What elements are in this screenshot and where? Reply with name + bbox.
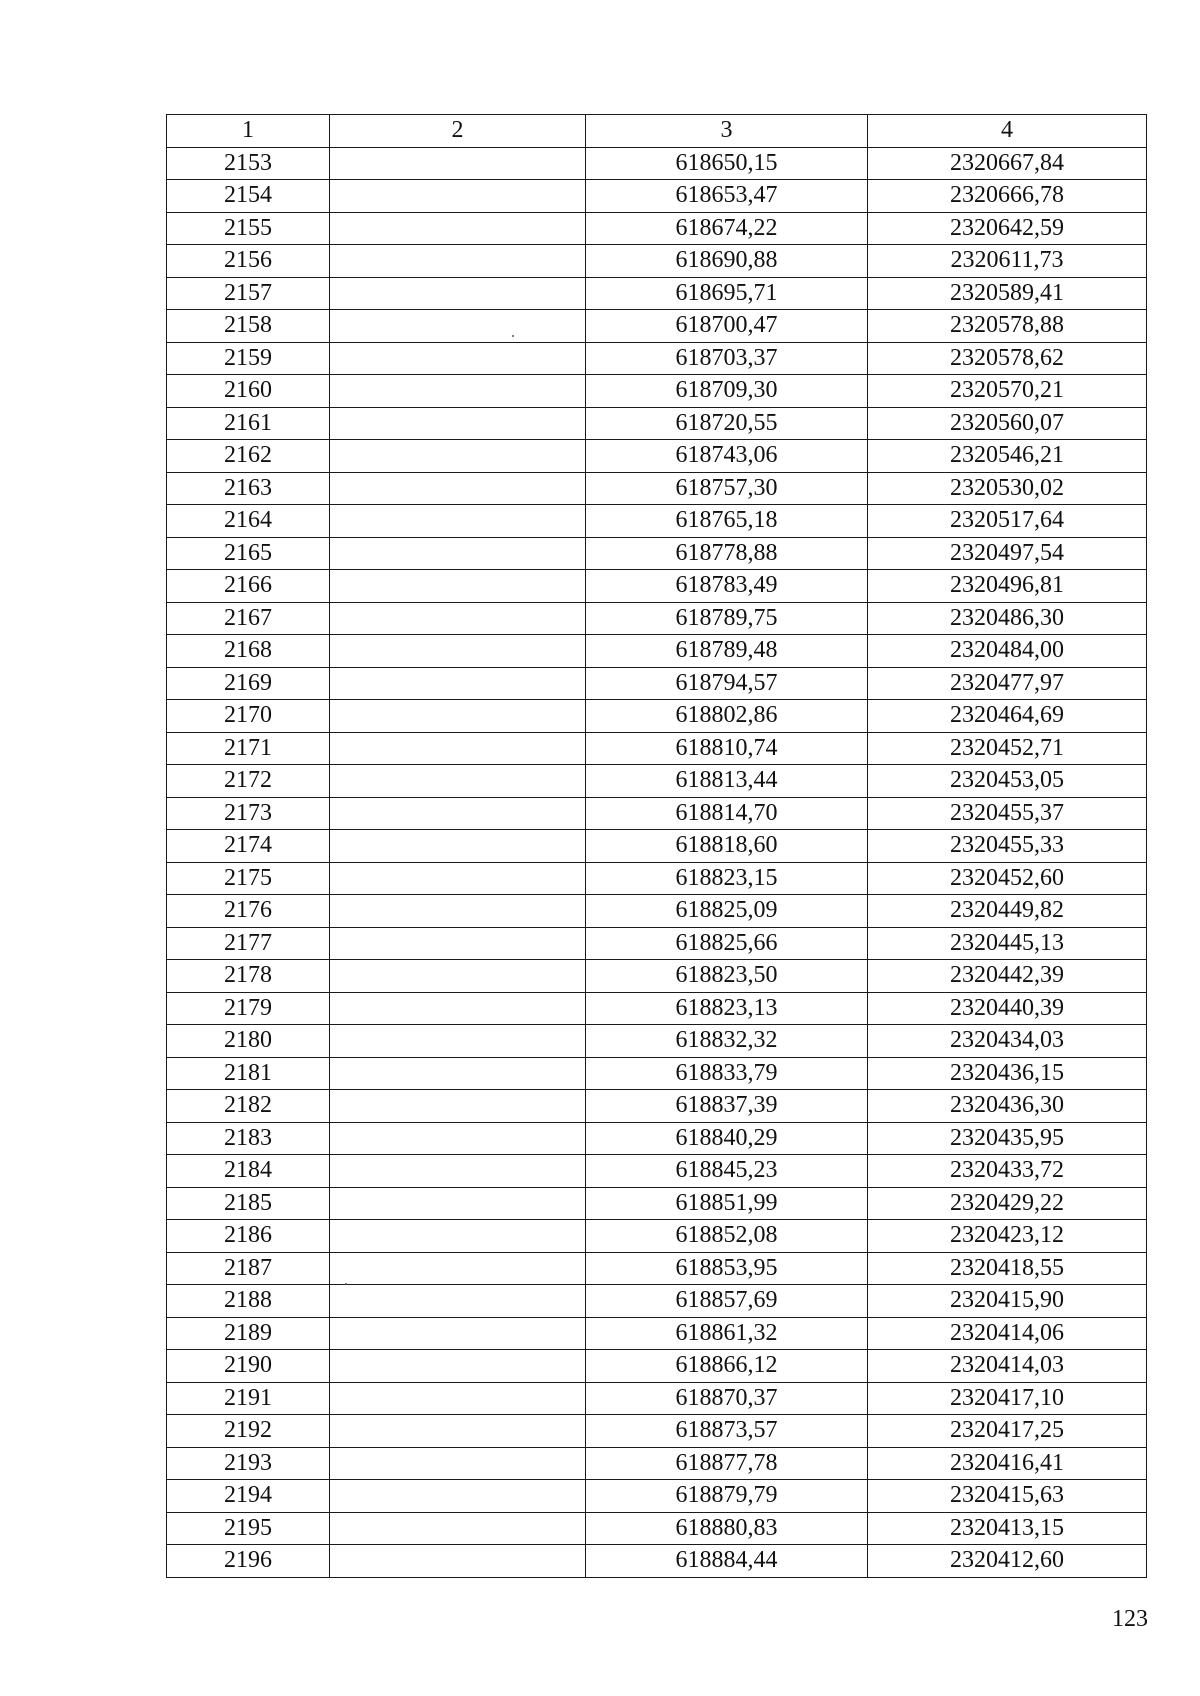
table-row: [167, 570, 1147, 603]
description-cell: [330, 570, 586, 603]
y-coordinate-cell: 2320452,60: [868, 862, 1147, 895]
point-number-cell: 2188: [167, 1285, 330, 1318]
scan-speck: [345, 1283, 347, 1285]
description-cell: [330, 667, 586, 700]
x-coordinate-cell: 618802,86: [586, 700, 868, 733]
point-number-cell: 2184: [167, 1155, 330, 1188]
x-coordinate-cell: 618703,37: [586, 342, 868, 375]
description-cell: [330, 537, 586, 570]
x-coordinate-cell: 618851,99: [586, 1187, 868, 1220]
table-row: [167, 1512, 1147, 1545]
table-row: [167, 407, 1147, 440]
x-coordinate-cell: 618778,88: [586, 537, 868, 570]
table-row: [167, 1187, 1147, 1220]
header-col-2: 2: [330, 115, 586, 148]
description-cell: [330, 505, 586, 538]
x-coordinate-cell: 618853,95: [586, 1252, 868, 1285]
header-row: [167, 115, 1147, 148]
description-cell: [330, 765, 586, 798]
description-cell: [330, 1252, 586, 1285]
point-number-cell: 2172: [167, 765, 330, 798]
description-cell: [330, 407, 586, 440]
point-number-cell: 2168: [167, 635, 330, 668]
description-cell: [330, 440, 586, 473]
x-coordinate-cell: 618837,39: [586, 1090, 868, 1123]
y-coordinate-cell: 2320412,60: [868, 1545, 1147, 1578]
page-number: 123: [1112, 1606, 1148, 1632]
description-cell: [330, 1317, 586, 1350]
table-row: [167, 1122, 1147, 1155]
coordinates-table: [166, 114, 1147, 1578]
table-row: [167, 732, 1147, 765]
y-coordinate-cell: 2320435,95: [868, 1122, 1147, 1155]
table-row: [167, 700, 1147, 733]
point-number-cell: 2192: [167, 1415, 330, 1448]
description-cell: [330, 180, 586, 213]
description-cell: [330, 1512, 586, 1545]
y-coordinate-cell: 2320442,39: [868, 960, 1147, 993]
point-number-cell: 2175: [167, 862, 330, 895]
x-coordinate-cell: 618695,71: [586, 277, 868, 310]
y-coordinate-cell: 2320486,30: [868, 602, 1147, 635]
point-number-cell: 2159: [167, 342, 330, 375]
y-coordinate-cell: 2320589,41: [868, 277, 1147, 310]
y-coordinate-cell: 2320434,03: [868, 1025, 1147, 1058]
point-number-cell: 2186: [167, 1220, 330, 1253]
point-number-cell: 2158: [167, 310, 330, 343]
x-coordinate-cell: 618709,30: [586, 375, 868, 408]
table-row: [167, 1317, 1147, 1350]
y-coordinate-cell: 2320530,02: [868, 472, 1147, 505]
point-number-cell: 2191: [167, 1382, 330, 1415]
y-coordinate-cell: 2320429,22: [868, 1187, 1147, 1220]
description-cell: [330, 1122, 586, 1155]
point-number-cell: 2176: [167, 895, 330, 928]
description-cell: [330, 830, 586, 863]
table-row: [167, 765, 1147, 798]
table-row: [167, 895, 1147, 928]
table-row: [167, 1220, 1147, 1253]
y-coordinate-cell: 2320415,63: [868, 1480, 1147, 1513]
table-row: [167, 440, 1147, 473]
point-number-cell: 2163: [167, 472, 330, 505]
table-row: [167, 1155, 1147, 1188]
point-number-cell: 2161: [167, 407, 330, 440]
point-number-cell: 2153: [167, 147, 330, 180]
description-cell: [330, 602, 586, 635]
description-cell: [330, 1220, 586, 1253]
x-coordinate-cell: 618700,47: [586, 310, 868, 343]
description-cell: [330, 310, 586, 343]
point-number-cell: 2164: [167, 505, 330, 538]
table-row: [167, 1057, 1147, 1090]
description-cell: [330, 1447, 586, 1480]
x-coordinate-cell: 618866,12: [586, 1350, 868, 1383]
point-number-cell: 2196: [167, 1545, 330, 1578]
y-coordinate-cell: 2320423,12: [868, 1220, 1147, 1253]
y-coordinate-cell: 2320464,69: [868, 700, 1147, 733]
table-row: [167, 797, 1147, 830]
description-cell: [330, 277, 586, 310]
y-coordinate-cell: 2320578,88: [868, 310, 1147, 343]
x-coordinate-cell: 618879,79: [586, 1480, 868, 1513]
y-coordinate-cell: 2320417,10: [868, 1382, 1147, 1415]
description-cell: [330, 635, 586, 668]
table-row: [167, 635, 1147, 668]
point-number-cell: 2177: [167, 927, 330, 960]
x-coordinate-cell: 618823,13: [586, 992, 868, 1025]
point-number-cell: 2182: [167, 1090, 330, 1123]
x-coordinate-cell: 618690,88: [586, 245, 868, 278]
x-coordinate-cell: 618674,22: [586, 212, 868, 245]
y-coordinate-cell: 2320453,05: [868, 765, 1147, 798]
table-row: [167, 1447, 1147, 1480]
point-number-cell: 2174: [167, 830, 330, 863]
point-number-cell: 2194: [167, 1480, 330, 1513]
y-coordinate-cell: 2320449,82: [868, 895, 1147, 928]
y-coordinate-cell: 2320415,90: [868, 1285, 1147, 1318]
point-number-cell: 2162: [167, 440, 330, 473]
table-row: [167, 180, 1147, 213]
description-cell: [330, 342, 586, 375]
table-row: [167, 212, 1147, 245]
x-coordinate-cell: 618720,55: [586, 407, 868, 440]
table-row: [167, 1090, 1147, 1123]
x-coordinate-cell: 618814,70: [586, 797, 868, 830]
point-number-cell: 2166: [167, 570, 330, 603]
table-row: [167, 667, 1147, 700]
description-cell: [330, 732, 586, 765]
x-coordinate-cell: 618840,29: [586, 1122, 868, 1155]
y-coordinate-cell: 2320455,33: [868, 830, 1147, 863]
description-cell: [330, 472, 586, 505]
description-cell: [330, 1545, 586, 1578]
table-row: [167, 830, 1147, 863]
y-coordinate-cell: 2320417,25: [868, 1415, 1147, 1448]
point-number-cell: 2157: [167, 277, 330, 310]
y-coordinate-cell: 2320413,15: [868, 1512, 1147, 1545]
description-cell: [330, 212, 586, 245]
y-coordinate-cell: 2320477,97: [868, 667, 1147, 700]
y-coordinate-cell: 2320666,78: [868, 180, 1147, 213]
y-coordinate-cell: 2320611,73: [868, 245, 1147, 278]
y-coordinate-cell: 2320546,21: [868, 440, 1147, 473]
description-cell: [330, 927, 586, 960]
point-number-cell: 2185: [167, 1187, 330, 1220]
x-coordinate-cell: 618870,37: [586, 1382, 868, 1415]
description-cell: [330, 700, 586, 733]
point-number-cell: 2165: [167, 537, 330, 570]
scan-speck: [512, 335, 514, 337]
x-coordinate-cell: 618880,83: [586, 1512, 868, 1545]
y-coordinate-cell: 2320440,39: [868, 992, 1147, 1025]
point-number-cell: 2170: [167, 700, 330, 733]
x-coordinate-cell: 618877,78: [586, 1447, 868, 1480]
x-coordinate-cell: 618653,47: [586, 180, 868, 213]
y-coordinate-cell: 2320497,54: [868, 537, 1147, 570]
description-cell: [330, 960, 586, 993]
x-coordinate-cell: 618789,48: [586, 635, 868, 668]
description-cell: [330, 797, 586, 830]
table-row: [167, 862, 1147, 895]
table-header: [167, 115, 1147, 148]
header-col-3: 3: [586, 115, 868, 148]
x-coordinate-cell: 618743,06: [586, 440, 868, 473]
y-coordinate-cell: 2320416,41: [868, 1447, 1147, 1480]
y-coordinate-cell: 2320418,55: [868, 1252, 1147, 1285]
x-coordinate-cell: 618884,44: [586, 1545, 868, 1578]
x-coordinate-cell: 618810,74: [586, 732, 868, 765]
table-row: [167, 1415, 1147, 1448]
description-cell: [330, 1415, 586, 1448]
description-cell: [330, 375, 586, 408]
x-coordinate-cell: 618765,18: [586, 505, 868, 538]
description-cell: [330, 1480, 586, 1513]
x-coordinate-cell: 618823,15: [586, 862, 868, 895]
description-cell: [330, 1025, 586, 1058]
description-cell: [330, 862, 586, 895]
y-coordinate-cell: 2320560,07: [868, 407, 1147, 440]
table-row: [167, 1350, 1147, 1383]
table-row: [167, 245, 1147, 278]
y-coordinate-cell: 2320452,71: [868, 732, 1147, 765]
point-number-cell: 2171: [167, 732, 330, 765]
y-coordinate-cell: 2320496,81: [868, 570, 1147, 603]
point-number-cell: 2155: [167, 212, 330, 245]
description-cell: [330, 1382, 586, 1415]
x-coordinate-cell: 618818,60: [586, 830, 868, 863]
x-coordinate-cell: 618650,15: [586, 147, 868, 180]
table-row: [167, 1382, 1147, 1415]
description-cell: [330, 1057, 586, 1090]
point-number-cell: 2179: [167, 992, 330, 1025]
point-number-cell: 2187: [167, 1252, 330, 1285]
table-row: [167, 992, 1147, 1025]
table-row: [167, 1285, 1147, 1318]
table-row: [167, 1252, 1147, 1285]
y-coordinate-cell: 2320433,72: [868, 1155, 1147, 1188]
point-number-cell: 2178: [167, 960, 330, 993]
x-coordinate-cell: 618861,32: [586, 1317, 868, 1350]
y-coordinate-cell: 2320445,13: [868, 927, 1147, 960]
y-coordinate-cell: 2320414,06: [868, 1317, 1147, 1350]
description-cell: [330, 1285, 586, 1318]
point-number-cell: 2167: [167, 602, 330, 635]
point-number-cell: 2183: [167, 1122, 330, 1155]
x-coordinate-cell: 618783,49: [586, 570, 868, 603]
table-row: [167, 1545, 1147, 1578]
description-cell: [330, 1090, 586, 1123]
table-row: [167, 310, 1147, 343]
description-cell: [330, 147, 586, 180]
x-coordinate-cell: 618789,75: [586, 602, 868, 635]
description-cell: [330, 895, 586, 928]
point-number-cell: 2154: [167, 180, 330, 213]
y-coordinate-cell: 2320642,59: [868, 212, 1147, 245]
x-coordinate-cell: 618794,57: [586, 667, 868, 700]
table-row: [167, 927, 1147, 960]
y-coordinate-cell: 2320578,62: [868, 342, 1147, 375]
y-coordinate-cell: 2320667,84: [868, 147, 1147, 180]
point-number-cell: 2156: [167, 245, 330, 278]
table-row: [167, 537, 1147, 570]
point-number-cell: 2169: [167, 667, 330, 700]
table-row: [167, 1480, 1147, 1513]
x-coordinate-cell: 618813,44: [586, 765, 868, 798]
table-row: [167, 602, 1147, 635]
table-row: [167, 1025, 1147, 1058]
x-coordinate-cell: 618825,66: [586, 927, 868, 960]
description-cell: [330, 1350, 586, 1383]
point-number-cell: 2190: [167, 1350, 330, 1383]
table-row: [167, 472, 1147, 505]
table-body: [167, 147, 1147, 1577]
x-coordinate-cell: 618845,23: [586, 1155, 868, 1188]
x-coordinate-cell: 618873,57: [586, 1415, 868, 1448]
x-coordinate-cell: 618832,32: [586, 1025, 868, 1058]
x-coordinate-cell: 618825,09: [586, 895, 868, 928]
table-row: [167, 147, 1147, 180]
y-coordinate-cell: 2320484,00: [868, 635, 1147, 668]
table-row: [167, 960, 1147, 993]
x-coordinate-cell: 618823,50: [586, 960, 868, 993]
table-row: [167, 342, 1147, 375]
description-cell: [330, 245, 586, 278]
header-col-1: 1: [167, 115, 330, 148]
header-col-4: 4: [868, 115, 1147, 148]
description-cell: [330, 992, 586, 1025]
table-row: [167, 277, 1147, 310]
x-coordinate-cell: 618757,30: [586, 472, 868, 505]
y-coordinate-cell: 2320517,64: [868, 505, 1147, 538]
point-number-cell: 2160: [167, 375, 330, 408]
point-number-cell: 2193: [167, 1447, 330, 1480]
y-coordinate-cell: 2320455,37: [868, 797, 1147, 830]
x-coordinate-cell: 618833,79: [586, 1057, 868, 1090]
y-coordinate-cell: 2320436,30: [868, 1090, 1147, 1123]
x-coordinate-cell: 618852,08: [586, 1220, 868, 1253]
y-coordinate-cell: 2320414,03: [868, 1350, 1147, 1383]
point-number-cell: 2195: [167, 1512, 330, 1545]
point-number-cell: 2180: [167, 1025, 330, 1058]
point-number-cell: 2181: [167, 1057, 330, 1090]
description-cell: [330, 1187, 586, 1220]
description-cell: [330, 1155, 586, 1188]
x-coordinate-cell: 618857,69: [586, 1285, 868, 1318]
point-number-cell: 2173: [167, 797, 330, 830]
y-coordinate-cell: 2320570,21: [868, 375, 1147, 408]
table-row: [167, 505, 1147, 538]
point-number-cell: 2189: [167, 1317, 330, 1350]
y-coordinate-cell: 2320436,15: [868, 1057, 1147, 1090]
table-row: [167, 375, 1147, 408]
